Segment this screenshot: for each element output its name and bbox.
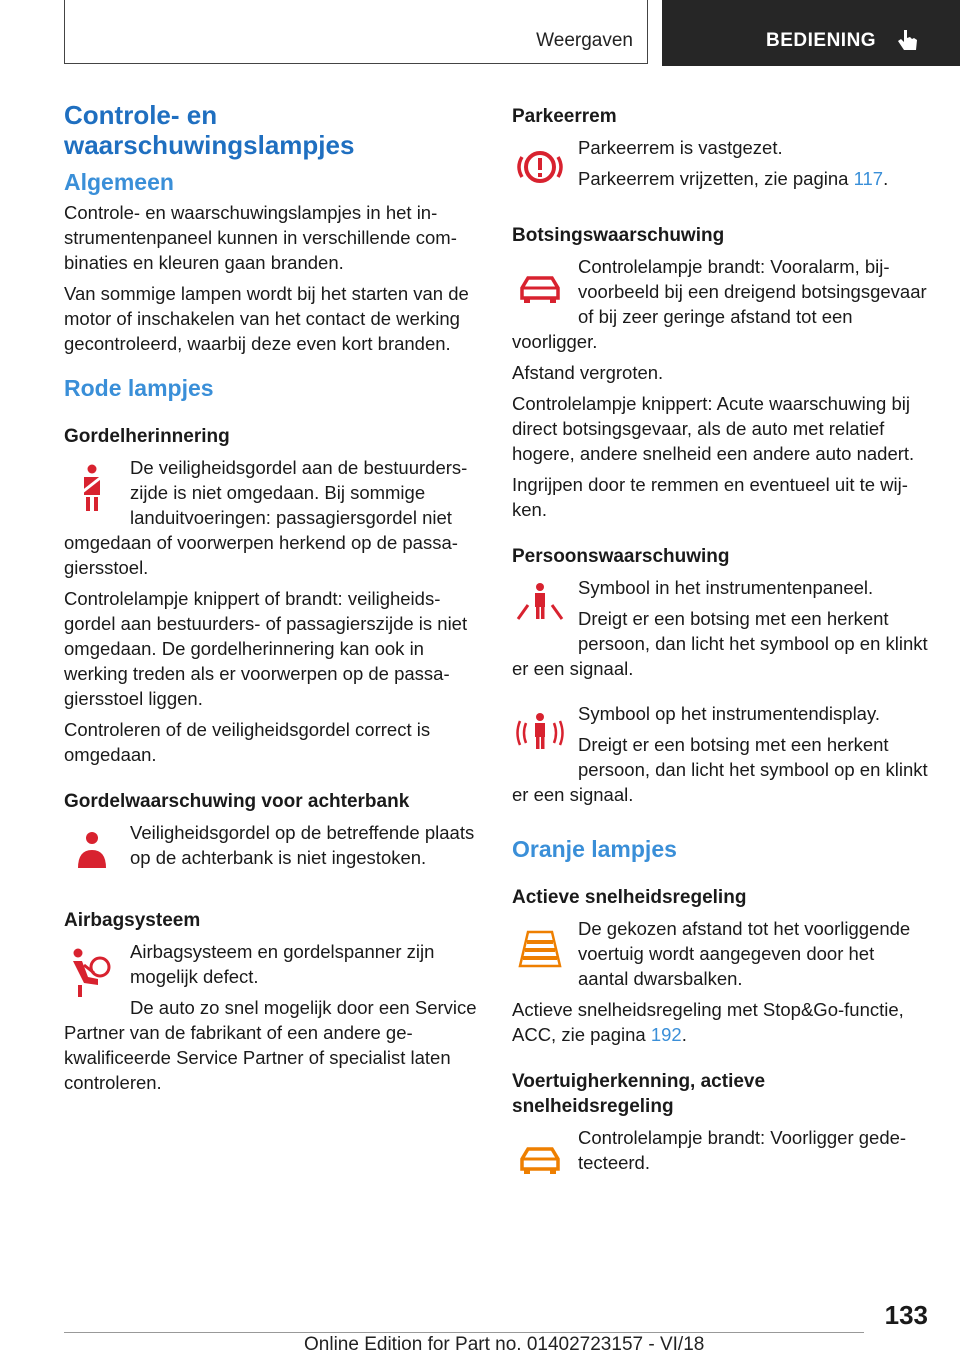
heading-airbag: Airbagsysteem bbox=[64, 910, 201, 931]
pedestrian-paragraph-3: Symbool op het instrumentendisplay. bbox=[578, 703, 880, 724]
period: . bbox=[883, 168, 889, 189]
pointing-hand-icon bbox=[896, 28, 920, 54]
general-paragraph-1: Controle- en waarschuwingslampjes in het instrumentenpaneel kunnen in verschillende combinaties en kleuren gaan branden. bbox=[64, 202, 457, 273]
seatbelt-warning-icon bbox=[64, 459, 120, 519]
heading-rear-seatbelt: Gordelwaarschuwing voor achterbank bbox=[64, 791, 410, 812]
heading-vehicle-detection: Voertuigherkenning, actieve snelheidsregeling bbox=[512, 1071, 766, 1117]
header-section-box bbox=[64, 0, 648, 64]
heading-pedestrian-warning: Persoonswaarschuwing bbox=[512, 546, 730, 567]
page-link-117[interactable]: 117 bbox=[853, 168, 884, 189]
pedestrian-warning-icon bbox=[512, 579, 568, 639]
heading-red-lamps: Rode lampjes bbox=[64, 375, 214, 401]
heading-orange-lamps: Oranje lampjes bbox=[512, 836, 677, 862]
pedestrian-paragraph-4: Dreigt er een botsing met een herkent persoon, dan licht het symbool op en klinkt er een signaal. bbox=[512, 734, 928, 805]
collision-car-icon bbox=[512, 258, 568, 318]
active-cruise-text: Actieve snelheidsregeling met Stop&Go-functie, ACC, zie pagina bbox=[512, 999, 904, 1045]
pedestrian-paragraph-1: Symbool in het instrumentenpaneel. bbox=[578, 577, 874, 598]
seatbelt-paragraph-2: Controlelampje knippert of brandt: veiligheidsgordel aan bestuurders- of passagierszijde is niet omgedaan. De gordelherinnering kan ook in werking treden als er voorwerpen op de passagiersstoel liggen. bbox=[64, 588, 468, 709]
heading-active-cruise: Actieve snelheidsregeling bbox=[512, 887, 747, 908]
heading-parking-brake: Parkeerrem bbox=[512, 106, 617, 127]
right-column bbox=[512, 100, 928, 1191]
airbag-icon bbox=[64, 943, 120, 1003]
distance-bars-icon bbox=[512, 920, 568, 980]
seatbelt-paragraph-1: De veiligheidsgordel aan de bestuurderszijde is niet omgedaan. Bij sommige landuitvoeringen: passagiersgordel niet omgedaan of voorwerpen herkend op de passagiersstoel. bbox=[64, 457, 468, 578]
rear-seatbelt-paragraph: Veiligheidsgordel op de betreffende plaats op de achterbank is niet ingestoken. bbox=[130, 822, 475, 868]
collision-paragraph-2: Afstand vergroten. bbox=[512, 362, 664, 383]
header-chapter-title: BEDIENING bbox=[766, 30, 877, 51]
rear-seatbelt-icon bbox=[64, 824, 120, 884]
pedestrian-paragraph-2: Dreigt er een botsing met een herkent persoon, dan licht het symbool op en klinkt er een signaal. bbox=[512, 608, 928, 679]
left-column bbox=[64, 100, 480, 1101]
collision-paragraph-1: Controlelampje brandt: Vooralarm, bijvoorbeeld bij een dreigend botsingsgevaar of bij zeer geringe afstand tot een voorligger. bbox=[512, 256, 927, 352]
parking-brake-icon bbox=[512, 139, 568, 199]
header-section-title: Weergaven bbox=[536, 30, 633, 51]
parking-brake-text: Parkeerrem vrijzetten, zie pagina bbox=[578, 168, 854, 189]
page-number: 133 bbox=[884, 1300, 928, 1330]
seatbelt-paragraph-3: Controleren of de veiligheidsgordel correct is omgedaan. bbox=[64, 719, 431, 765]
parking-brake-paragraph-2 bbox=[512, 166, 928, 191]
page-link-192[interactable]: 192 bbox=[650, 1024, 682, 1045]
period: . bbox=[681, 1024, 687, 1045]
vehicle-detection-paragraph: Controlelampje brandt: Voorligger gedetecteerd. bbox=[578, 1127, 907, 1173]
active-cruise-paragraph-1: De gekozen afstand tot het voorliggende voertuig wordt aangegeven door het aantal dwarsbalken. bbox=[578, 918, 911, 989]
page-title: Controle- en waarschuwingslampjes bbox=[64, 100, 355, 160]
footer-divider bbox=[64, 1332, 864, 1333]
collision-paragraph-4: Ingrijpen door te remmen en eventueel uit te wijken. bbox=[512, 474, 908, 520]
collision-paragraph-3: Controlelampje knippert: Acute waarschuwing bij direct botsingsgevaar, als de auto met relatief hogere, andere snelheid een andere auto nadert. bbox=[512, 393, 915, 464]
airbag-paragraph-2: De auto zo snel mogelijk door een Service Partner van de fabrikant of een andere gekwalificeerde Service Partner of specialist laten controleren. bbox=[64, 997, 477, 1093]
active-cruise-paragraph-2 bbox=[512, 997, 928, 1047]
pedestrian-display-icon bbox=[512, 705, 568, 765]
heading-general: Algemeen bbox=[64, 169, 174, 195]
parking-brake-paragraph-1: Parkeerrem is vastgezet. bbox=[578, 137, 783, 158]
heading-seatbelt-reminder: Gordelherinnering bbox=[64, 426, 230, 447]
footer-edition: Online Edition for Part no. 01402723157 - VI/18 bbox=[304, 1334, 705, 1355]
airbag-paragraph-1: Airbagsysteem en gordelspanner zijn mogelijk defect. bbox=[130, 941, 435, 987]
heading-collision-warning: Botsingswaarschuwing bbox=[512, 225, 725, 246]
vehicle-detected-icon bbox=[512, 1129, 568, 1189]
header-chapter-box bbox=[662, 0, 960, 66]
general-paragraph-2: Van sommige lampen wordt bij het starten van de motor of inschakelen van het contact de werking gecontroleerd, waarbij deze even kort branden. bbox=[64, 283, 469, 354]
